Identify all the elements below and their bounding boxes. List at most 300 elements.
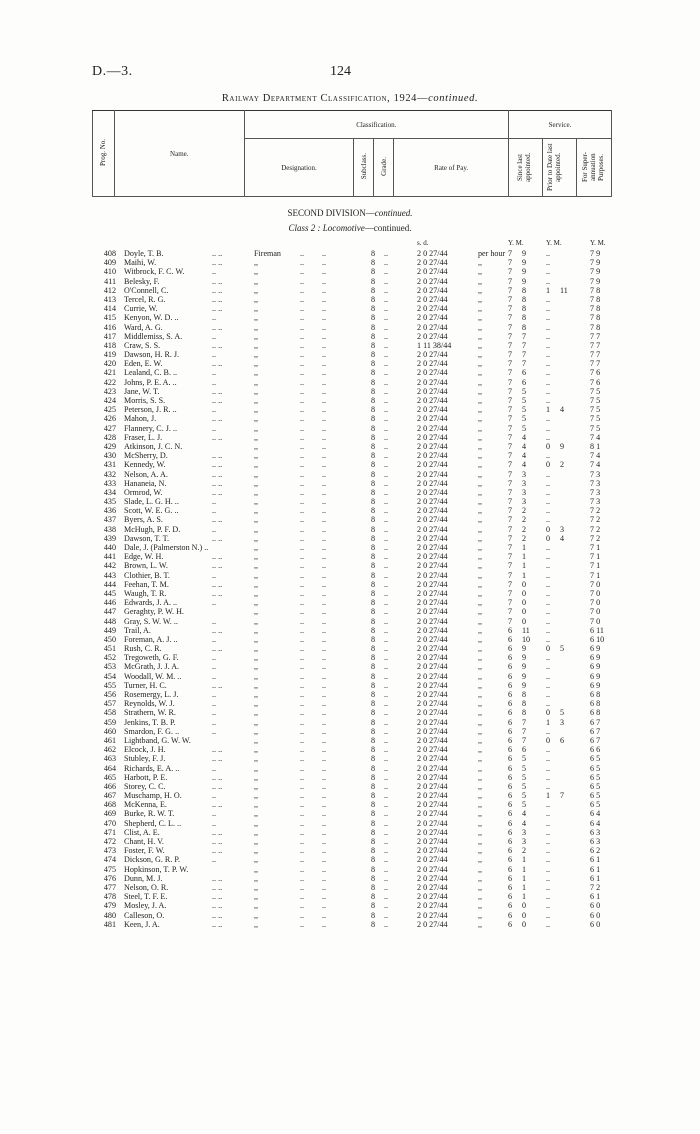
rate-of-pay: 2 0 27/44 <box>417 818 448 828</box>
since-months: 3 <box>522 837 527 846</box>
table-row <box>0 442 700 451</box>
leader-dots: .. .. <box>212 294 223 304</box>
leader-dots: .. <box>300 340 305 350</box>
employee-name: Tercel, R. G. <box>124 294 166 304</box>
rate-of-pay: 2 0 27/44 <box>417 350 448 360</box>
rate-period: ,, <box>478 561 483 571</box>
leader-dots: .. <box>384 322 389 332</box>
leader-dots: .. <box>384 892 389 902</box>
rate-of-pay: 2 0 27/44 <box>417 487 448 497</box>
leader-dots: .. <box>300 882 305 892</box>
designation: ,, <box>254 846 259 856</box>
designation: ,, <box>254 561 259 571</box>
leader-dots: .. <box>300 690 305 699</box>
leader-dots: .. <box>322 864 327 874</box>
prior-years: .. <box>546 543 551 552</box>
leader-dots: .. <box>212 809 217 819</box>
prior-months: 4 <box>560 533 565 543</box>
superannuation-ym: 6 0 <box>590 901 601 911</box>
rate-of-pay: 2 0 27/44 <box>417 745 448 755</box>
prior-years: .. <box>546 276 551 286</box>
page-title <box>0 93 700 104</box>
rate-period: ,, <box>478 331 483 341</box>
rate-of-pay: 2 0 27/44 <box>417 469 448 479</box>
superannuation-ym: 7 1 <box>590 570 601 580</box>
table-row <box>0 589 700 598</box>
rate-of-pay: 2 0 27/44 <box>417 276 448 286</box>
since-months: 7 <box>522 726 527 736</box>
superannuation-ym: 6 11 <box>590 625 604 635</box>
prog-number: 451 <box>103 644 116 654</box>
superannuation-ym: 6 10 <box>590 634 605 644</box>
designation: ,, <box>254 386 259 396</box>
grade: 8 <box>371 837 376 846</box>
grade: 8 <box>371 763 376 773</box>
superannuation-ym: 7 9 <box>590 258 601 268</box>
prior-years: .. <box>546 598 551 608</box>
superannuation-ym: 7 9 <box>590 267 601 277</box>
prog-number: 427 <box>103 423 116 433</box>
leader-dots: .. <box>322 772 327 782</box>
rate-period: ,, <box>478 294 483 304</box>
prog-number: 452 <box>103 653 116 663</box>
since-years: 7 <box>508 579 513 589</box>
since-years: 7 <box>508 304 513 314</box>
table-row <box>0 506 700 515</box>
leader-dots: .. <box>322 662 327 672</box>
leader-dots: .. <box>322 405 327 415</box>
since-years: 7 <box>508 487 513 497</box>
prior-months: 3 <box>560 524 565 534</box>
leader-dots: .. <box>212 267 217 277</box>
grade: 8 <box>371 276 376 286</box>
grade: 8 <box>371 901 376 911</box>
employee-name: Lightband, G. W. W. <box>124 735 191 745</box>
table-row <box>0 497 700 506</box>
rate-period: ,, <box>478 267 483 277</box>
rate-of-pay: 2 0 27/44 <box>417 460 448 470</box>
superannuation-ym: 6 1 <box>590 892 601 902</box>
prior-years: .. <box>546 350 551 360</box>
grade: 8 <box>371 818 376 828</box>
table-row <box>0 681 700 690</box>
leader-dots: .. <box>322 579 327 589</box>
prior-years: .. <box>546 377 551 387</box>
employee-name: Gray, S. W. W. .. <box>124 616 178 626</box>
employee-name: Hananeia, N. <box>124 478 167 488</box>
prior-years: .. <box>546 919 551 929</box>
grade: 8 <box>371 607 376 617</box>
prog-number: 463 <box>103 754 116 764</box>
leader-dots: .. <box>212 368 217 378</box>
designation: ,, <box>254 882 259 892</box>
rate-of-pay: 2 0 27/44 <box>417 791 448 801</box>
prog-number: 432 <box>103 469 116 479</box>
rate-period: ,, <box>478 919 483 929</box>
table-row <box>0 911 700 920</box>
leader-dots: .. <box>212 350 217 360</box>
designation: ,, <box>254 377 259 387</box>
designation: ,, <box>254 451 259 461</box>
leader-dots: .. <box>300 533 305 543</box>
leader-dots: .. <box>212 634 217 644</box>
since-years: 6 <box>508 882 513 892</box>
since-months: 0 <box>522 616 527 626</box>
grade: 8 <box>371 350 376 360</box>
prog-number: 438 <box>103 524 116 534</box>
since-years: 6 <box>508 634 513 644</box>
since-years: 6 <box>508 735 513 745</box>
since-months: 0 <box>522 910 527 920</box>
rate-period: ,, <box>478 625 483 635</box>
leader-dots: .. <box>322 276 327 286</box>
since-years: 7 <box>508 285 513 295</box>
prior-years: .. <box>546 552 551 562</box>
rate-period: ,, <box>478 616 483 626</box>
table-row <box>0 782 700 791</box>
designation: ,, <box>254 634 259 644</box>
classification-header: Classification. <box>244 111 508 139</box>
leader-dots: .. <box>300 726 305 736</box>
prior-years: .. <box>546 322 551 332</box>
leader-dots: .. <box>322 460 327 470</box>
leader-dots: .. <box>300 331 305 341</box>
grade: 8 <box>371 616 376 626</box>
leader-dots: .. <box>300 294 305 304</box>
grade: 8 <box>371 396 376 405</box>
prog-number: 460 <box>103 726 116 736</box>
rate-period: ,, <box>478 276 483 286</box>
rate-of-pay: 2 0 27/44 <box>417 864 448 874</box>
leader-dots: .. <box>384 827 389 837</box>
leader-dots: .. <box>384 396 389 405</box>
rate-period: ,, <box>478 359 483 369</box>
rate-of-pay: 2 0 27/44 <box>417 414 448 424</box>
employee-name: Slade, L. G. H. .. <box>124 497 179 507</box>
since-months: 3 <box>522 497 527 507</box>
leader-dots: .. <box>300 570 305 580</box>
since-years: 6 <box>508 910 513 920</box>
grade: 8 <box>371 313 376 323</box>
prior-years: 0 <box>546 708 551 718</box>
grade: 8 <box>371 478 376 488</box>
leader-dots: .. <box>300 717 305 727</box>
table-row <box>0 433 700 442</box>
prog-number: 420 <box>103 359 116 369</box>
table-row <box>0 277 700 286</box>
table-row <box>0 515 700 524</box>
employee-name: Turner, H. C. <box>124 680 167 690</box>
leader-dots: .. <box>322 837 327 846</box>
leader-dots: .. <box>300 515 305 525</box>
prior-years: 0 <box>546 524 551 534</box>
since-months: 2 <box>522 846 527 856</box>
prog-number: 466 <box>103 781 116 791</box>
leader-dots: .. <box>300 423 305 433</box>
since-months: 1 <box>522 561 527 571</box>
rate-of-pay: 2 0 27/44 <box>417 441 448 451</box>
grade: 8 <box>371 717 376 727</box>
table-row <box>0 901 700 910</box>
leader-dots: .. <box>212 818 217 828</box>
prior-months: 5 <box>560 644 565 654</box>
superannuation-ym: 6 5 <box>590 772 601 782</box>
table-row <box>0 607 700 616</box>
designation: ,, <box>254 827 259 837</box>
table-body <box>0 249 700 929</box>
leader-dots: .. <box>384 285 389 295</box>
table-row <box>0 488 700 497</box>
leader-dots: .. <box>300 625 305 635</box>
rate-of-pay: 2 0 27/44 <box>417 882 448 892</box>
rate-of-pay: 2 0 27/44 <box>417 607 448 617</box>
leader-dots: .. .. <box>212 827 223 837</box>
prior-years: .. <box>546 754 551 764</box>
designation: ,, <box>254 699 259 709</box>
leader-dots: .. .. <box>212 882 223 892</box>
leader-dots: .. <box>300 304 305 314</box>
prior-years: 1 <box>546 717 551 727</box>
grade: 8 <box>371 304 376 314</box>
prog-number: 428 <box>103 432 116 442</box>
prior-years: .. <box>546 249 551 258</box>
leader-dots: .. <box>212 405 217 415</box>
leader-dots: .. <box>322 350 327 360</box>
leader-dots: .. <box>300 451 305 461</box>
prior-months: 2 <box>560 460 565 470</box>
leader-dots: .. <box>322 653 327 663</box>
table-row <box>0 635 700 644</box>
since-months: 5 <box>522 386 527 396</box>
table-row <box>0 249 700 258</box>
since-months: 10 <box>522 634 531 644</box>
since-months: 8 <box>522 304 527 314</box>
superannuation-ym: 7 5 <box>590 396 601 405</box>
since-months: 1 <box>522 882 527 892</box>
designation: ,, <box>254 331 259 341</box>
rate-of-pay: 2 0 27/44 <box>417 359 448 369</box>
grade: 8 <box>371 543 376 552</box>
prog-number: 461 <box>103 735 116 745</box>
superannuation-ym: 6 5 <box>590 781 601 791</box>
designation: ,, <box>254 423 259 433</box>
since-years: 7 <box>508 322 513 332</box>
prog-number: 440 <box>103 543 116 552</box>
since-years: 6 <box>508 754 513 764</box>
designation: ,, <box>254 781 259 791</box>
prior-years: .. <box>546 846 551 856</box>
leader-dots: .. .. <box>212 588 223 598</box>
leader-dots: .. .. <box>212 396 223 405</box>
leader-dots: .. <box>300 699 305 709</box>
leader-dots: .. <box>300 873 305 883</box>
leader-dots: .. <box>384 735 389 745</box>
designation: ,, <box>254 653 259 663</box>
superannuation-ym: 6 6 <box>590 745 601 755</box>
prog-number: 475 <box>103 864 116 874</box>
leader-dots: .. <box>300 414 305 424</box>
grade: 8 <box>371 579 376 589</box>
since-months: 1 <box>522 892 527 902</box>
leader-dots: .. .. <box>212 919 223 929</box>
rate-period: ,, <box>478 662 483 672</box>
prog-number: 421 <box>103 368 116 378</box>
superannuation-ym: 7 8 <box>590 322 601 332</box>
employee-name: Belesky, F. <box>124 276 160 286</box>
leader-dots: .. <box>300 846 305 856</box>
since-years: 7 <box>508 616 513 626</box>
leader-dots: .. .. <box>212 800 223 810</box>
leader-dots: .. <box>300 460 305 470</box>
since-months: 9 <box>522 267 527 277</box>
designation: ,, <box>254 460 259 470</box>
employee-name: Calleson, O. <box>124 910 165 920</box>
grade: 8 <box>371 671 376 681</box>
superannuation-ym: 6 3 <box>590 827 601 837</box>
since-years: 7 <box>508 598 513 608</box>
employee-name: Flannery, C. J. .. <box>124 423 177 433</box>
prog-number: 472 <box>103 837 116 846</box>
rate-period: ,, <box>478 506 483 516</box>
superannuation-ym: 7 7 <box>590 340 601 350</box>
leader-dots: .. <box>384 570 389 580</box>
leader-dots: .. <box>300 901 305 911</box>
rate-period: ,, <box>478 690 483 699</box>
leader-dots: .. <box>384 368 389 378</box>
leader-dots: .. <box>212 524 217 534</box>
leader-dots: .. <box>322 855 327 865</box>
name-header: Name. <box>114 111 244 197</box>
leader-dots: .. .. <box>212 414 223 424</box>
since-months: 9 <box>522 276 527 286</box>
leader-dots: .. <box>384 552 389 562</box>
rate-period: ,, <box>478 432 483 442</box>
since-years: 6 <box>508 680 513 690</box>
leader-dots: .. <box>212 699 217 709</box>
grade: 8 <box>371 322 376 332</box>
leader-dots: .. <box>384 625 389 635</box>
table-row <box>0 791 700 800</box>
leader-dots: .. .. <box>212 745 223 755</box>
table-row <box>0 396 700 405</box>
since-months: 5 <box>522 414 527 424</box>
prior-years: .. <box>546 864 551 874</box>
superannuation-ym: 6 0 <box>590 919 601 929</box>
employee-name: Kenyon, W. D. .. <box>124 313 179 323</box>
since-years: 7 <box>508 423 513 433</box>
leader-dots: .. <box>212 377 217 387</box>
table-row <box>0 414 700 423</box>
leader-dots: .. <box>300 644 305 654</box>
leader-dots: .. <box>322 451 327 461</box>
division-continued: continued. <box>374 208 413 218</box>
employee-name: Currie, W. <box>124 304 158 314</box>
designation: ,, <box>254 837 259 846</box>
grade: 8 <box>371 754 376 764</box>
table-row <box>0 745 700 754</box>
since-months: 9 <box>522 680 527 690</box>
rate-period: ,, <box>478 414 483 424</box>
grade: 8 <box>371 506 376 516</box>
prior-years: .. <box>546 386 551 396</box>
leader-dots: .. <box>384 478 389 488</box>
since-years: 7 <box>508 588 513 598</box>
rate-of-pay: 2 0 27/44 <box>417 368 448 378</box>
leader-dots: .. <box>384 497 389 507</box>
prog-number: 450 <box>103 634 116 644</box>
prog-number: 459 <box>103 717 116 727</box>
leader-dots: .. <box>300 864 305 874</box>
leader-dots: .. <box>300 662 305 672</box>
prior-years: .. <box>546 478 551 488</box>
rate-of-pay: 2 0 27/44 <box>417 588 448 598</box>
rate-period: ,, <box>478 570 483 580</box>
employee-name: Smardon, F. G. .. <box>124 726 180 736</box>
since-months: 0 <box>522 579 527 589</box>
leader-dots: .. <box>322 717 327 727</box>
grade: 8 <box>371 772 376 782</box>
leader-dots: .. <box>384 414 389 424</box>
table-row <box>0 387 700 396</box>
division-heading <box>0 208 700 218</box>
since-years: 7 <box>508 313 513 323</box>
rate-of-pay: 2 0 27/44 <box>417 781 448 791</box>
leader-dots: .. <box>322 524 327 534</box>
rate-period: ,, <box>478 552 483 562</box>
prior-years: .. <box>546 827 551 837</box>
employee-name: Witbrock, F. C. W. <box>124 267 185 277</box>
rate-of-pay: 2 0 27/44 <box>417 827 448 837</box>
leader-dots: .. <box>212 653 217 663</box>
since-months: 5 <box>522 772 527 782</box>
rate-period: ,, <box>478 340 483 350</box>
leader-dots: .. <box>322 487 327 497</box>
designation: ,, <box>254 588 259 598</box>
since-years: 6 <box>508 892 513 902</box>
designation: ,, <box>254 405 259 415</box>
prog-number: 464 <box>103 763 116 773</box>
leader-dots: .. <box>300 837 305 846</box>
rate-of-pay: 2 0 27/44 <box>417 809 448 819</box>
rate-of-pay: 2 0 27/44 <box>417 515 448 525</box>
leader-dots: .. <box>384 579 389 589</box>
superannuation-ym: 7 8 <box>590 313 601 323</box>
since-years: 6 <box>508 644 513 654</box>
leader-dots: .. <box>322 552 327 562</box>
employee-name: Lealand, C. B. .. <box>124 368 178 378</box>
designation: Fireman <box>254 249 281 258</box>
rate-of-pay: 2 0 27/44 <box>417 533 448 543</box>
leader-dots: .. .. <box>212 846 223 856</box>
superannuation-ym: 7 0 <box>590 607 601 617</box>
prog-number: 468 <box>103 800 116 810</box>
prior-months: 7 <box>560 791 565 801</box>
table-row <box>0 359 700 368</box>
rate-period: ,, <box>478 285 483 295</box>
leader-dots: .. <box>300 680 305 690</box>
superannuation-ym: 7 6 <box>590 368 601 378</box>
employee-name: Chant, H. V. <box>124 837 164 846</box>
grade-header: Grade. <box>374 139 394 197</box>
designation: ,, <box>254 919 259 929</box>
prior-months: 9 <box>560 441 565 451</box>
leader-dots: .. <box>300 745 305 755</box>
since-years: 6 <box>508 625 513 635</box>
leader-dots: .. .. <box>212 258 223 268</box>
since-months: 7 <box>522 359 527 369</box>
superannuation-ym: 6 7 <box>590 735 601 745</box>
prog-number: 439 <box>103 533 116 543</box>
